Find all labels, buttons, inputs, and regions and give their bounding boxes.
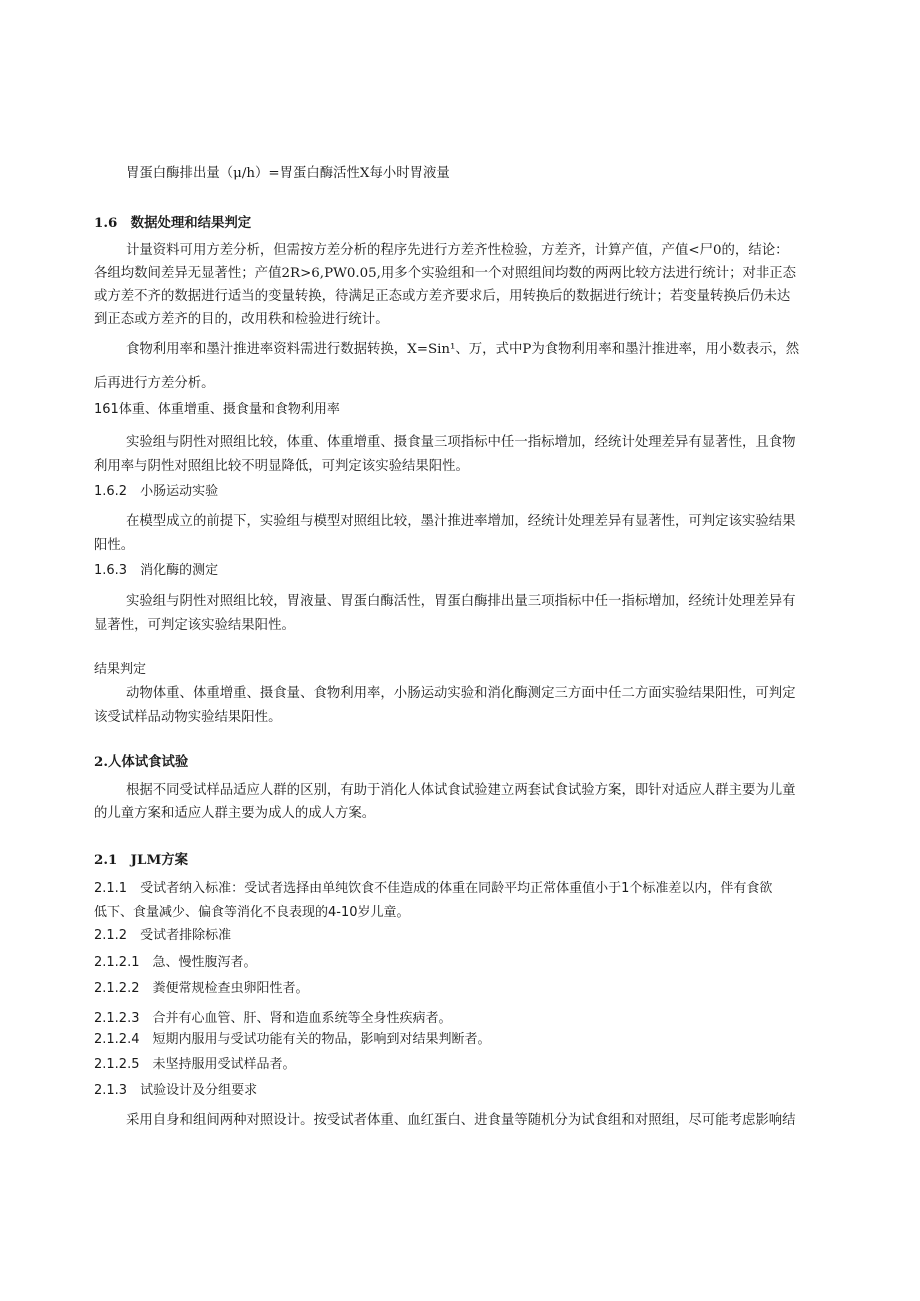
section-heading-2-1: 2.1 JLM方案: [94, 852, 189, 868]
paragraph-line: 根据不同受试样品适应人群的区别，有助于消化人体试食试验建立两套试食试验方案，即针对适应人群主要为儿童: [126, 783, 796, 798]
list-item: 2.1.2.3 合并有心血管、肝、肾和造血系统等全身性疾病者。: [94, 1011, 452, 1026]
paragraph-line: 动物体重、体重增重、摄食量、食物利用率，小肠运动实验和消化酶测定三方面中任二方面实验结果阳性，可判定: [126, 686, 796, 701]
subsection-heading-2-1-3: 2.1.3 试验设计及分组要求: [94, 1083, 258, 1098]
paragraph-line: 低下、食量减少、偏食等消化不良表现的4-10岁儿童。: [94, 905, 410, 920]
paragraph-line: 该受试样品动物实验结果阳性。: [94, 710, 282, 725]
subsection-heading-result: 结果判定: [94, 662, 147, 677]
subsection-heading-1-6-2: 1.6.2 小肠运动实验: [94, 484, 219, 499]
subsection-heading-1-6-3: 1.6.3 消化酶的测定: [94, 563, 219, 578]
paragraph-line: 2.1.1 受试者纳入标准：受试者选择由单纯饮食不佳造成的体重在同龄平均正常体重值小于1个标准差以内，伴有食欲: [94, 881, 773, 896]
pepsin-output-formula: 胃蛋白酶排出量（μ/h）=胃蛋白酶活性X每小时胃液量: [126, 166, 450, 181]
list-item: 2.1.2.4 短期内服用与受试功能有关的物品，影响到对结果判断者。: [94, 1032, 491, 1047]
paragraph-line: 在模型成立的前提下，实验组与模型对照组比较，墨汁推进率增加，经统计处理差异有显著性，可判定该实验结果: [126, 514, 796, 529]
subsection-heading-1-6-1: 161体重、体重增重、摄食量和食物利用率: [94, 402, 340, 417]
paragraph-line: 食物利用率和墨汁推进率资料需进行数据转换，X=Sin¹、万，式中P为食物利用率和墨汁推进率，用小数表示，然: [126, 342, 800, 357]
paragraph-line: 到正态或方差齐的目的，改用秩和检验进行统计。: [94, 312, 389, 327]
paragraph-line: 利用率与阴性对照组比较不明显降低，可判定该实验结果阳性。: [94, 459, 469, 474]
list-item: 2.1.2.2 粪便常规检查虫卵阳性者。: [94, 981, 309, 996]
paragraph-line: 实验组与阴性对照组比较，胃液量、胃蛋白酶活性，胃蛋白酶排出量三项指标中任一指标增加，经统计处理差异有: [126, 594, 796, 609]
section-heading-2: 2.人体试食试验: [94, 754, 189, 770]
list-item: 2.1.2.5 未坚持服用受试样品者。: [94, 1057, 296, 1072]
subsection-heading-2-1-2: 2.1.2 受试者排除标准: [94, 928, 232, 943]
paragraph-line: 的儿童方案和适应人群主要为成人的成人方案。: [94, 806, 376, 821]
paragraph-line: 计量资料可用方差分析，但需按方差分析的程序先进行方差齐性检验，方差齐，计算产值，产值<尸0的，结论：: [126, 243, 789, 258]
paragraph-line: 采用自身和组间两种对照设计。按受试者体重、血红蛋白、进食量等随机分为试食组和对照组，尽可能考虑影响结: [126, 1113, 796, 1128]
paragraph-line: 阳性。: [94, 538, 135, 553]
paragraph-line: 或方差不齐的数据进行适当的变量转换，待满足正态或方差齐要求后，用转换后的数据进行统计；若变量转换后仍未达: [94, 289, 791, 304]
list-item: 2.1.2.1 急、慢性腹泻者。: [94, 955, 257, 970]
paragraph-line: 各组均数间差异无显著性；产值2R>6,PW0.05,用多个实验组和一个对照组间均数的两两比较方法进行统计；对非正态: [94, 266, 797, 281]
section-heading-1-6: 1.6 数据处理和结果判定: [94, 215, 252, 231]
paragraph-line: 实验组与阴性对照组比较，体重、体重增重、摄食量三项指标中任一指标增加，经统计处理差异有显著性，且食物: [126, 435, 796, 450]
paragraph-line: 后再进行方差分析。: [94, 376, 215, 391]
paragraph-line: 显著性，可判定该实验结果阳性。: [94, 618, 295, 633]
